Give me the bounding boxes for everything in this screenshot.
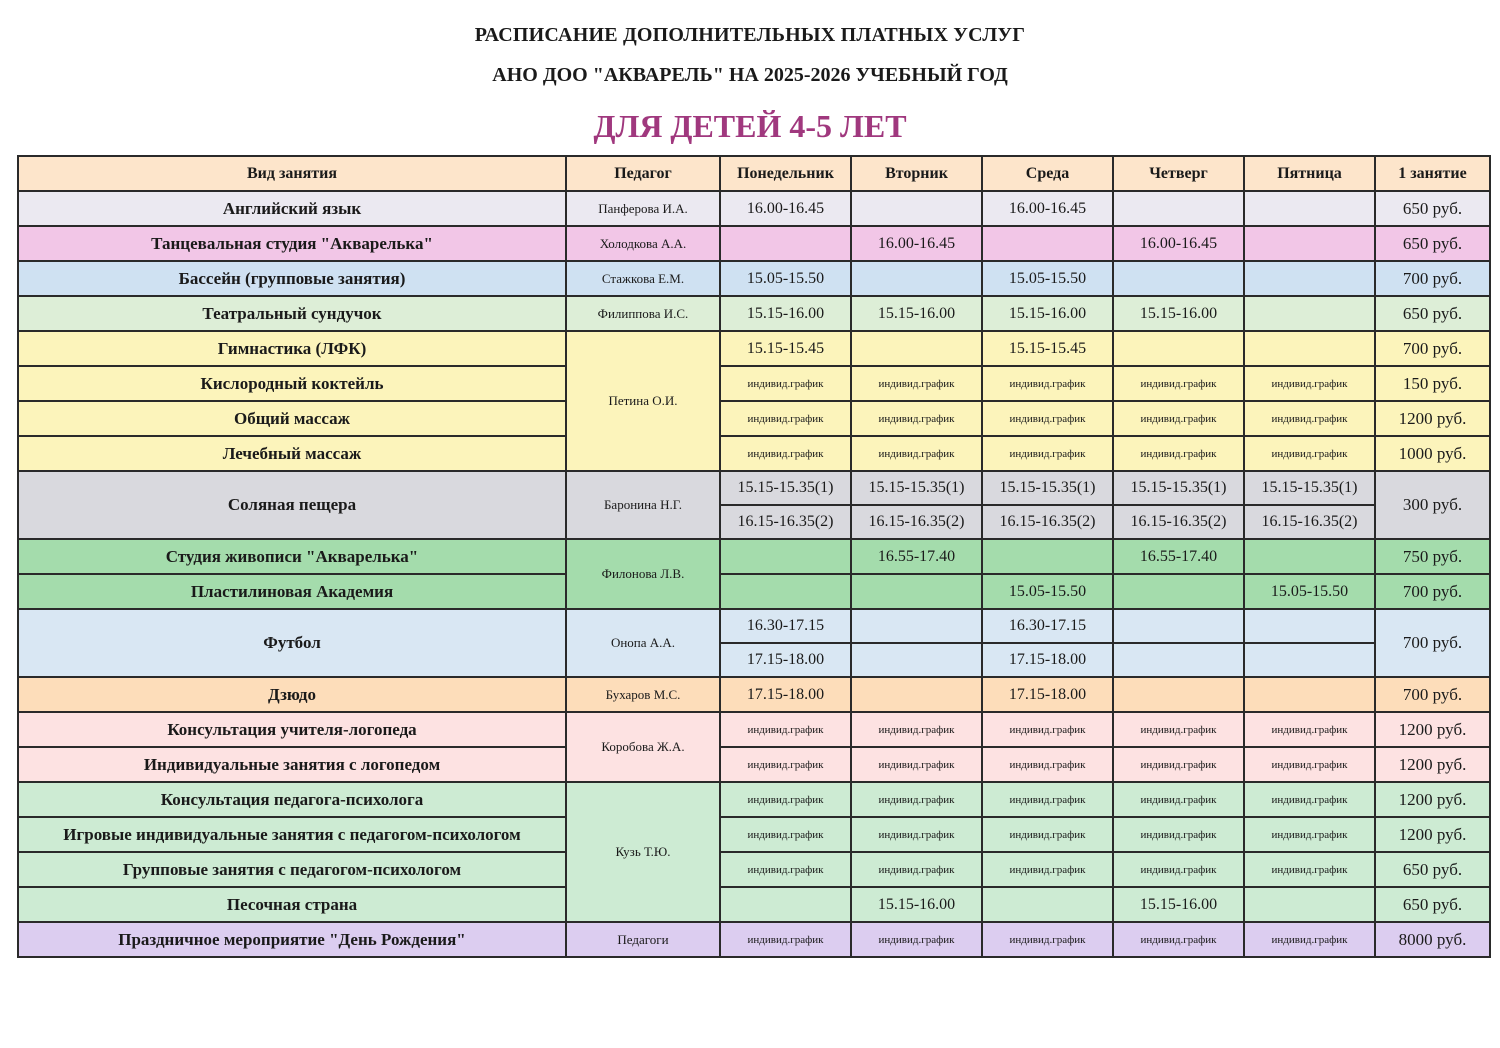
monday-cell: 15.15-15.35(1)	[720, 471, 851, 505]
table-row	[18, 712, 1490, 747]
price-cell: 700 руб.	[1375, 261, 1490, 296]
activity-cell: Соляная пещера	[18, 471, 566, 539]
friday-cell	[1244, 191, 1375, 226]
price-cell: 1200 руб.	[1375, 712, 1490, 747]
wednesday-cell	[982, 226, 1113, 261]
thursday-cell: индивид.график	[1113, 436, 1244, 471]
price-cell: 150 руб.	[1375, 366, 1490, 401]
friday-cell: 15.15-15.35(1)	[1244, 471, 1375, 505]
tuesday-cell	[851, 574, 982, 609]
friday-cell	[1244, 539, 1375, 574]
monday-cell: индивид.график	[720, 401, 851, 436]
tuesday-cell: 15.15-16.00	[851, 887, 982, 922]
teacher-cell: Панферова И.А.	[566, 191, 720, 226]
schedule-table	[17, 155, 1491, 958]
thursday-cell: 15.15-16.00	[1113, 887, 1244, 922]
tuesday-cell: индивид.график	[851, 782, 982, 817]
table-row	[18, 471, 1490, 505]
thursday-cell: индивид.график	[1113, 782, 1244, 817]
teacher-cell: Филонова Л.В.	[566, 539, 720, 609]
thursday-cell	[1113, 331, 1244, 366]
table-row	[18, 331, 1490, 366]
activity-cell: Танцевальная студия "Акварелька"	[18, 226, 566, 261]
monday-cell: 16.15-16.35(2)	[720, 505, 851, 539]
monday-cell: 15.15-16.00	[720, 296, 851, 331]
wednesday-cell: индивид.график	[982, 747, 1113, 782]
price-cell: 1200 руб.	[1375, 817, 1490, 852]
wednesday-cell: 15.15-15.35(1)	[982, 471, 1113, 505]
tuesday-cell: индивид.график	[851, 922, 982, 957]
tuesday-cell: 16.00-16.45	[851, 226, 982, 261]
monday-cell: 15.15-15.45	[720, 331, 851, 366]
activity-cell: Студия живописи "Акварелька"	[18, 539, 566, 574]
header-friday: Пятница	[1244, 156, 1375, 191]
wednesday-cell: индивид.график	[982, 436, 1113, 471]
tuesday-cell	[851, 191, 982, 226]
table-row	[18, 852, 1490, 887]
price-cell: 700 руб.	[1375, 574, 1490, 609]
tuesday-cell: 15.15-15.35(1)	[851, 471, 982, 505]
thursday-cell: индивид.график	[1113, 817, 1244, 852]
activity-cell: Игровые индивидуальные занятия с педагогом-психологом	[18, 817, 566, 852]
table-row	[18, 677, 1490, 712]
tuesday-cell: 16.55-17.40	[851, 539, 982, 574]
monday-cell: индивид.график	[720, 817, 851, 852]
title-age-group: ДЛЯ ДЕТЕЙ 4-5 ЛЕТ	[593, 108, 907, 144]
activity-cell: Индивидуальные занятия с логопедом	[18, 747, 566, 782]
price-cell: 1000 руб.	[1375, 436, 1490, 471]
thursday-cell	[1113, 261, 1244, 296]
activity-cell: Общий массаж	[18, 401, 566, 436]
teacher-cell: Холодкова А.А.	[566, 226, 720, 261]
tuesday-cell: 16.15-16.35(2)	[851, 505, 982, 539]
price-cell: 1200 руб.	[1375, 401, 1490, 436]
thursday-cell: индивид.график	[1113, 366, 1244, 401]
activity-cell: Праздничное мероприятие "День Рождения"	[18, 922, 566, 957]
table-row	[18, 366, 1490, 401]
thursday-cell: 15.15-15.35(1)	[1113, 471, 1244, 505]
monday-cell	[720, 574, 851, 609]
header-activity: Вид занятия	[18, 156, 566, 191]
tuesday-cell: индивид.график	[851, 852, 982, 887]
friday-cell: индивид.график	[1244, 922, 1375, 957]
table-row	[18, 191, 1490, 226]
header-monday: Понедельник	[720, 156, 851, 191]
teacher-cell: Педагоги	[566, 922, 720, 957]
wednesday-cell: 15.15-16.00	[982, 296, 1113, 331]
table-row	[18, 296, 1490, 331]
header-thursday: Четверг	[1113, 156, 1244, 191]
tuesday-cell	[851, 261, 982, 296]
friday-cell: индивид.график	[1244, 747, 1375, 782]
thursday-cell: индивид.график	[1113, 922, 1244, 957]
title-line-1: РАСПИСАНИЕ ДОПОЛНИТЕЛЬНЫХ ПЛАТНЫХ УСЛУГ	[474, 24, 1026, 46]
activity-cell: Футбол	[18, 609, 566, 677]
table-row	[18, 887, 1490, 922]
table-row	[18, 401, 1490, 436]
table-row	[18, 261, 1490, 296]
table-row	[18, 574, 1490, 609]
monday-cell: индивид.график	[720, 366, 851, 401]
wednesday-cell: индивид.график	[982, 401, 1113, 436]
friday-cell: индивид.график	[1244, 436, 1375, 471]
title-line-2: АНО ДОО "АКВАРЕЛЬ" НА 2025-2026 УЧЕБНЫЙ ГОД	[492, 64, 1008, 86]
wednesday-cell: 16.00-16.45	[982, 191, 1113, 226]
thursday-cell: 16.15-16.35(2)	[1113, 505, 1244, 539]
tuesday-cell	[851, 643, 982, 677]
monday-cell: индивид.график	[720, 747, 851, 782]
wednesday-cell: индивид.график	[982, 366, 1113, 401]
teacher-cell: Баронина Н.Г.	[566, 471, 720, 539]
monday-cell: индивид.график	[720, 852, 851, 887]
friday-cell: индивид.график	[1244, 852, 1375, 887]
activity-cell: Дзюдо	[18, 677, 566, 712]
monday-cell: 17.15-18.00	[720, 677, 851, 712]
tuesday-cell	[851, 677, 982, 712]
teacher-cell: Бухаров М.С.	[566, 677, 720, 712]
friday-cell	[1244, 677, 1375, 712]
tuesday-cell: индивид.график	[851, 747, 982, 782]
friday-cell: индивид.график	[1244, 782, 1375, 817]
wednesday-cell: 17.15-18.00	[982, 643, 1113, 677]
monday-cell: индивид.график	[720, 436, 851, 471]
friday-cell	[1244, 226, 1375, 261]
tuesday-cell: индивид.график	[851, 712, 982, 747]
activity-cell: Бассейн (групповые занятия)	[18, 261, 566, 296]
teacher-cell: Онопа А.А.	[566, 609, 720, 677]
wednesday-cell: индивид.график	[982, 817, 1113, 852]
price-cell: 1200 руб.	[1375, 747, 1490, 782]
price-cell: 650 руб.	[1375, 191, 1490, 226]
tuesday-cell: 15.15-16.00	[851, 296, 982, 331]
monday-cell: индивид.график	[720, 782, 851, 817]
activity-cell: Лечебный массаж	[18, 436, 566, 471]
thursday-cell: индивид.график	[1113, 712, 1244, 747]
thursday-cell	[1113, 609, 1244, 643]
table-row	[18, 609, 1490, 643]
activity-cell: Песочная страна	[18, 887, 566, 922]
table-row	[18, 436, 1490, 471]
price-cell: 300 руб.	[1375, 471, 1490, 539]
activity-cell: Консультация педагога-психолога	[18, 782, 566, 817]
monday-cell	[720, 887, 851, 922]
monday-cell	[720, 539, 851, 574]
thursday-cell: индивид.график	[1113, 401, 1244, 436]
price-cell: 650 руб.	[1375, 296, 1490, 331]
price-cell: 650 руб.	[1375, 852, 1490, 887]
thursday-cell: 16.55-17.40	[1113, 539, 1244, 574]
wednesday-cell: индивид.график	[982, 852, 1113, 887]
friday-cell	[1244, 887, 1375, 922]
price-cell: 700 руб.	[1375, 609, 1490, 677]
friday-cell	[1244, 261, 1375, 296]
thursday-cell	[1113, 643, 1244, 677]
teacher-cell: Стажкова Е.М.	[566, 261, 720, 296]
monday-cell: 16.00-16.45	[720, 191, 851, 226]
teacher-cell: Петина О.И.	[566, 331, 720, 471]
thursday-cell	[1113, 191, 1244, 226]
monday-cell	[720, 226, 851, 261]
friday-cell: индивид.график	[1244, 401, 1375, 436]
activity-cell: Гимнастика (ЛФК)	[18, 331, 566, 366]
wednesday-cell: 15.05-15.50	[982, 574, 1113, 609]
table-row	[18, 922, 1490, 957]
header-wednesday: Среда	[982, 156, 1113, 191]
wednesday-cell	[982, 887, 1113, 922]
table-row	[18, 747, 1490, 782]
tuesday-cell	[851, 609, 982, 643]
price-cell: 700 руб.	[1375, 677, 1490, 712]
tuesday-cell	[851, 331, 982, 366]
wednesday-cell: 15.15-15.45	[982, 331, 1113, 366]
price-cell: 8000 руб.	[1375, 922, 1490, 957]
thursday-cell: 15.15-16.00	[1113, 296, 1244, 331]
teacher-cell: Филиппова И.С.	[566, 296, 720, 331]
price-cell: 650 руб.	[1375, 226, 1490, 261]
header-teacher: Педагог	[566, 156, 720, 191]
wednesday-cell: индивид.график	[982, 712, 1113, 747]
price-cell: 700 руб.	[1375, 331, 1490, 366]
wednesday-cell	[982, 539, 1113, 574]
friday-cell	[1244, 609, 1375, 643]
friday-cell	[1244, 643, 1375, 677]
wednesday-cell: индивид.график	[982, 782, 1113, 817]
tuesday-cell: индивид.график	[851, 817, 982, 852]
activity-cell: Консультация учителя-логопеда	[18, 712, 566, 747]
friday-cell	[1244, 331, 1375, 366]
friday-cell: индивид.график	[1244, 712, 1375, 747]
tuesday-cell: индивид.график	[851, 401, 982, 436]
price-cell: 650 руб.	[1375, 887, 1490, 922]
friday-cell: индивид.график	[1244, 366, 1375, 401]
header-tuesday: Вторник	[851, 156, 982, 191]
thursday-cell	[1113, 677, 1244, 712]
tuesday-cell: индивид.график	[851, 436, 982, 471]
price-cell: 1200 руб.	[1375, 782, 1490, 817]
thursday-cell: индивид.график	[1113, 747, 1244, 782]
table-row	[18, 226, 1490, 261]
header-row	[18, 156, 1490, 191]
activity-cell: Кислородный коктейль	[18, 366, 566, 401]
friday-cell: 16.15-16.35(2)	[1244, 505, 1375, 539]
table-row	[18, 539, 1490, 574]
thursday-cell: индивид.график	[1113, 852, 1244, 887]
monday-cell: 16.30-17.15	[720, 609, 851, 643]
friday-cell: индивид.график	[1244, 817, 1375, 852]
thursday-cell: 16.00-16.45	[1113, 226, 1244, 261]
activity-cell: Пластилиновая Академия	[18, 574, 566, 609]
activity-cell: Театральный сундучок	[18, 296, 566, 331]
activity-cell: Английский язык	[18, 191, 566, 226]
monday-cell: индивид.график	[720, 712, 851, 747]
thursday-cell	[1113, 574, 1244, 609]
wednesday-cell: индивид.график	[982, 922, 1113, 957]
friday-cell	[1244, 296, 1375, 331]
activity-cell: Групповые занятия с педагогом-психологом	[18, 852, 566, 887]
monday-cell: индивид.график	[720, 922, 851, 957]
teacher-cell: Коробова Ж.А.	[566, 712, 720, 782]
table-row	[18, 782, 1490, 817]
tuesday-cell: индивид.график	[851, 366, 982, 401]
wednesday-cell: 16.15-16.35(2)	[982, 505, 1113, 539]
wednesday-cell: 16.30-17.15	[982, 609, 1113, 643]
wednesday-cell: 17.15-18.00	[982, 677, 1113, 712]
teacher-cell: Кузь Т.Ю.	[566, 782, 720, 922]
friday-cell: 15.05-15.50	[1244, 574, 1375, 609]
table-row	[18, 817, 1490, 852]
monday-cell: 17.15-18.00	[720, 643, 851, 677]
header-price: 1 занятие	[1375, 156, 1490, 191]
price-cell: 750 руб.	[1375, 539, 1490, 574]
wednesday-cell: 15.05-15.50	[982, 261, 1113, 296]
monday-cell: 15.05-15.50	[720, 261, 851, 296]
